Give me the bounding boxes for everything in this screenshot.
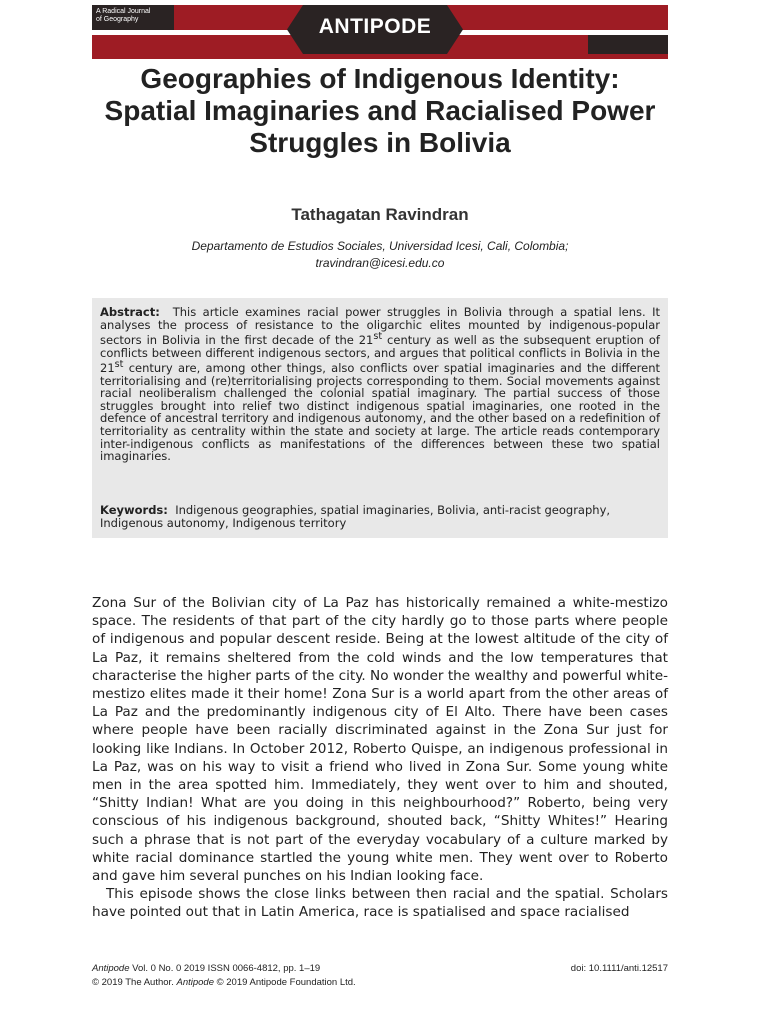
banner-dark-block [588, 35, 668, 54]
footer-journal-name: Antipode [92, 963, 130, 974]
abstract-box [92, 298, 668, 538]
abstract-label: Abstract: [100, 305, 160, 319]
abstract [100, 306, 660, 463]
article-title: Geographies of Indigenous Identity: Spatial Imaginaries and Racialised Power Struggles in Bolivia [104, 63, 656, 158]
journal-logo-text: ANTIPODE [318, 15, 432, 38]
author-name: Tathagatan Ravindran [291, 205, 469, 224]
affiliation-line: Departamento de Estudios Sociales, Universidad Icesi, Cali, Colombia; [191, 239, 569, 253]
journal-banner [92, 5, 668, 54]
author-affiliation [92, 238, 668, 272]
footer-copyright [92, 976, 668, 990]
copyright-text: © 2019 The Author. [92, 977, 177, 988]
keywords-label: Keywords: [100, 503, 168, 517]
copyright-journal: Antipode [176, 977, 214, 988]
body-paragraph: Zona Sur of the Bolivian city of La Paz has historically remained a white-mestizo space. The residents of that part of the city hardly go to those parts where people of indigenous and popular descent reside. Being at the lowest altitude of the city of La Paz, it remains sheltered from the cold winds and the low temperatures that characterise the higher parts of the city. No wonder the wealthy and powerful white-mestizo elites made it their home! Zona Sur is a world apart from the other areas of La Paz and the predominantly indigenous city of El Alto. There have been cases where people have been racially discriminated against in the Zona Sur just for looking like Indians. In October 2012, Roberto Quispe, an indigenous professional in La Paz, was on his way to visit a friend who lived in Zona Sur. Some young white men in the area spotted him. Immediately, they went over to him and shouted, “Shitty Indian! What are you doing in this neighbourhood?” Roberto, being very conscious of his indigenous background, shouted back, “Shitty Whites!” Hearing such a phrase that is not part of the everyday vocabulary of a culture marked by white racial dominance startled the young white men. They went over to Roberto and gave him several punches on his Indian looking face. [92, 595, 668, 885]
abstract-text-part-2: century as well as the subsequent eruption of conflicts between different indigenous sectors, and argues that political conflicts in Bolivia in the 21 [100, 333, 660, 376]
footer-citation-text: Vol. 0 No. 0 2019 ISSN 0066-4812, pp. 1–19 [129, 963, 321, 974]
keywords-text: Indigenous geographies, spatial imaginaries, Bolivia, anti-racist geography, Indigenous autonomy, Indigenous territory [100, 503, 611, 530]
abstract-text-part-1: This article examines racial power struggles in Bolivia through a spatial lens. It analyses the process of resistance to the oligarchic elites mounted by indigenous-popular sectors in Bolivia in the first decade of the 21 [100, 305, 660, 348]
copyright-text-end: © 2019 Antipode Foundation Ltd. [214, 977, 356, 988]
body-paragraph: This episode shows the close links between then racial and the spatial. Scholars have pointed out that in Latin America, race is spatialised and space racialised [92, 886, 668, 921]
ordinal-superscript: st [114, 359, 124, 371]
author-email: travindran@icesi.edu.co [315, 256, 445, 270]
abstract-text-part-3: century are, among other things, also conflicts over spatial imaginaries and the different territorialising and (re)territorialising projects corresponding to them. Social movements against racial neoliberalism challenged the colonial spatial imaginary. The partial success of those struggles brought into relief two distinct indigenous spatial imaginaries, one rooted in the defence of ancestral territory and indigenous autonomy, and the other based on a redefinition of territoriality as centrality within the state and society at large. The article reads contemporary inter-indigenous conflicts as manifestations of the differences between these two spatial imaginaries. [100, 361, 660, 464]
footer-doi: doi: 10.1111/anti.12517 [570, 963, 668, 974]
footer-citation [92, 962, 320, 976]
article-body [92, 594, 668, 922]
keywords [100, 504, 660, 529]
page-footer [92, 962, 668, 990]
ordinal-superscript: st [373, 331, 383, 343]
journal-tagline: A Radical Journal of Geography [96, 8, 151, 23]
